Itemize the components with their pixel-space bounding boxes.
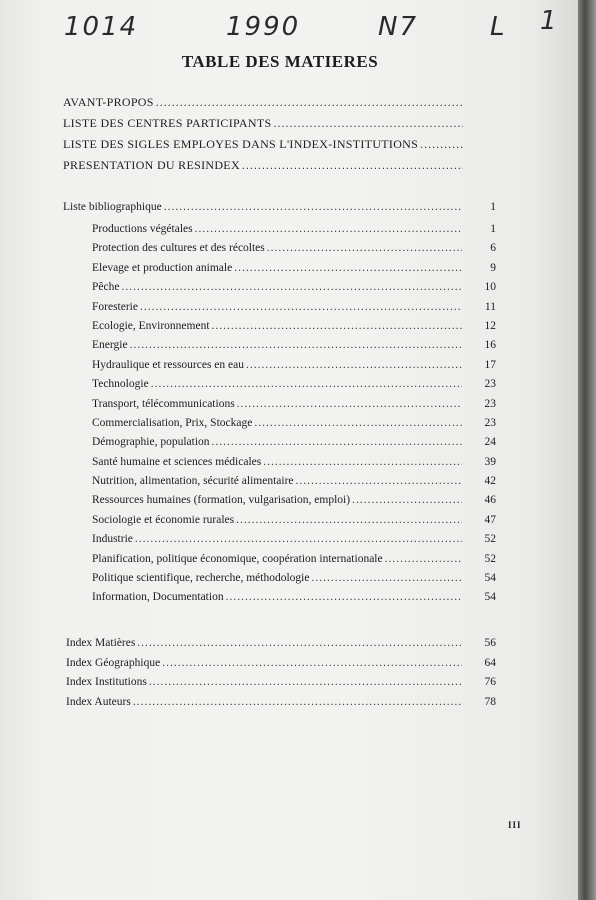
- toc-sub-entry: [63, 553, 496, 572]
- front-matter-label: PRESENTATION DU RESINDEX: [63, 158, 240, 172]
- toc-entry-label: Transport, télécommunications: [92, 397, 235, 410]
- toc-entry-label: Pêche: [92, 281, 120, 294]
- leader-dots: [296, 475, 462, 487]
- toc-sub-entry: [63, 339, 496, 358]
- handwritten-annotations: [0, 4, 578, 54]
- index-entry: [66, 696, 496, 716]
- index-entry-page: 64: [484, 656, 496, 669]
- toc-sub-entry: [63, 572, 496, 591]
- toc-entry-page: 46: [484, 494, 496, 507]
- toc-entry-label: Démographie, population: [92, 436, 210, 449]
- handwritten-corner-letter: L: [490, 12, 507, 42]
- toc-sub-entry: [63, 475, 496, 494]
- toc-entry-page: 16: [484, 339, 496, 352]
- page-title: TABLE DES MATIERES: [181, 52, 379, 71]
- index-entry-label: Index Matières: [66, 637, 136, 649]
- leader-dots: [234, 262, 462, 274]
- toc-sub-entry: [63, 514, 496, 533]
- toc-entry-page: 52: [484, 533, 496, 546]
- index-entry-label: Index Géographique: [66, 656, 161, 669]
- toc-entry-label: Productions végétales: [92, 223, 193, 235]
- handwritten-year: 1990: [226, 12, 301, 42]
- page-folio: III: [508, 820, 522, 830]
- toc-entry-page: 12: [484, 319, 496, 332]
- toc-entry-label: Elevage et production animale: [92, 261, 233, 274]
- toc-entry-label: Nutrition, alimentation, sécurité alimentaire: [92, 475, 294, 488]
- table-of-contents: [63, 201, 496, 611]
- index-entry-page: 56: [484, 637, 496, 649]
- leader-dots: [151, 378, 462, 390]
- toc-entry-label: Commercialisation, Prix, Stockage: [92, 416, 253, 429]
- toc-sub-entry: [63, 398, 496, 417]
- toc-entry-page: 23: [484, 416, 496, 429]
- leader-dots: [263, 456, 462, 468]
- toc-sub-entry: [63, 456, 496, 475]
- front-matter-label: LISTE DES CENTRES PARTICIPANTS: [63, 116, 272, 130]
- book-edge: [578, 0, 596, 900]
- toc-entry-label: Planification, politique économique, coopération internationale: [92, 552, 383, 565]
- toc-entry-label: Industrie: [92, 533, 133, 546]
- toc-entry-label: Ressources humaines (formation, vulgarisation, emploi): [92, 494, 351, 507]
- leader-dots: [135, 533, 462, 545]
- toc-sub-entry: [63, 591, 496, 610]
- leader-dots: [385, 553, 462, 565]
- toc-entry-label: Hydraulique et ressources en eau: [92, 358, 244, 371]
- toc-sub-entry: [63, 262, 496, 281]
- toc-entry-page: 42: [484, 475, 496, 488]
- index-entry-label: Index Institutions: [66, 676, 147, 688]
- toc-entry-page: 23: [484, 397, 496, 410]
- index-entry-label: Index Auteurs: [66, 695, 131, 708]
- toc-entry-label: Santé humaine et sciences médicales: [92, 455, 262, 468]
- leader-dots: [420, 137, 463, 152]
- toc-entry-label: Information, Documentation: [92, 591, 224, 604]
- toc-sub-entry: [63, 378, 496, 397]
- leader-dots: [254, 417, 462, 429]
- toc-entry-label: Sociologie et économie rurales: [92, 513, 235, 526]
- toc-sub-entry: [63, 533, 496, 552]
- leader-dots: [246, 359, 462, 371]
- toc-sub-entry: [63, 242, 496, 261]
- leader-dots: [140, 301, 462, 313]
- toc-entry-page: 1: [490, 201, 496, 213]
- toc-entry-label: Ecologie, Environnement: [92, 319, 210, 332]
- toc-entry-page: 23: [484, 378, 496, 391]
- front-matter-label: AVANT-PROPOS: [63, 95, 154, 109]
- toc-sub-entry: [63, 359, 496, 378]
- front-matter-list: [63, 95, 463, 179]
- toc-sub-entry: [63, 436, 496, 455]
- toc-entry-label: Foresterie: [92, 300, 138, 313]
- leader-dots: [195, 223, 462, 235]
- toc-entry-label: Protection des cultures et des récoltes: [92, 242, 265, 255]
- leader-dots: [137, 637, 462, 649]
- leader-dots: [242, 158, 463, 173]
- toc-main-entry: [63, 201, 496, 223]
- toc-entry-label: Liste bibliographique: [63, 201, 162, 213]
- toc-entry-label: Politique scientifique, recherche, méthodologie: [92, 572, 310, 585]
- toc-entry-page: 52: [484, 552, 496, 565]
- leader-dots: [236, 514, 462, 526]
- toc-entry-page: 47: [484, 513, 496, 526]
- leader-dots: [130, 339, 462, 351]
- handwritten-number-left: 1014: [64, 12, 139, 42]
- leader-dots: [311, 572, 462, 584]
- leader-dots: [212, 320, 462, 332]
- leader-dots: [133, 696, 462, 708]
- front-matter-item: [63, 158, 463, 179]
- toc-entry-page: 17: [484, 358, 496, 371]
- toc-entry-page: 39: [484, 455, 496, 468]
- leader-dots: [226, 591, 462, 603]
- index-entry: [66, 637, 496, 657]
- index-entry-page: 76: [484, 676, 496, 688]
- leader-dots: [162, 657, 462, 669]
- toc-entry-page: 54: [484, 572, 496, 585]
- toc-entry-page: 54: [484, 591, 496, 604]
- leader-dots: [121, 281, 462, 293]
- index-entry-page: 78: [484, 695, 496, 708]
- front-matter-item: [63, 95, 463, 116]
- leader-dots: [273, 116, 463, 131]
- toc-entry-label: Technologie: [92, 378, 149, 391]
- toc-entry-page: 11: [484, 300, 496, 313]
- leader-dots: [237, 398, 462, 410]
- leader-dots: [156, 95, 463, 110]
- toc-sub-entry: [63, 494, 496, 513]
- handwritten-issue: N7: [378, 12, 418, 42]
- toc-sub-entry: [63, 281, 496, 300]
- front-matter-item: [63, 137, 463, 158]
- toc-entry-page: 1: [490, 223, 496, 235]
- leader-dots: [212, 436, 462, 448]
- front-matter-label: LISTE DES SIGLES EMPLOYES DANS L'INDEX-INSTITUTIONS: [63, 137, 419, 151]
- leader-dots: [352, 494, 462, 506]
- toc-sub-entry: [63, 223, 496, 242]
- toc-sub-entry: [63, 301, 496, 320]
- index-entry: [66, 676, 496, 696]
- index-entry: [66, 657, 496, 677]
- handwritten-corner-mark: 1: [540, 6, 559, 36]
- toc-sub-entry: [63, 320, 496, 339]
- leader-dots: [149, 676, 462, 688]
- toc-entry-page: 10: [484, 281, 496, 294]
- front-matter-item: [63, 116, 463, 137]
- index-list: [66, 637, 496, 715]
- toc-sub-entry: [63, 417, 496, 436]
- toc-entry-page: 6: [490, 242, 496, 255]
- toc-entry-label: Energie: [92, 339, 128, 352]
- leader-dots: [164, 201, 462, 213]
- leader-dots: [267, 242, 462, 254]
- toc-entry-page: 9: [490, 261, 496, 274]
- toc-entry-page: 24: [484, 436, 496, 449]
